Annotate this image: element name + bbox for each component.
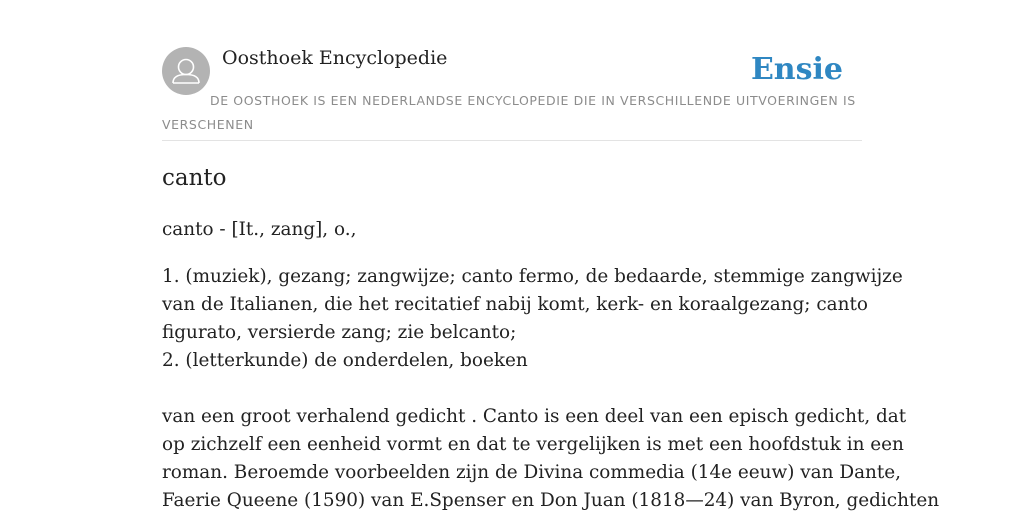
avatar[interactable] xyxy=(162,47,210,95)
paragraph-gap xyxy=(162,375,862,403)
site-description: DE OOSTHOEK IS EEN NEDERLANDSE ENCYCLOPEDIE DIE IN VERSCHILLENDE UITVOERINGEN IS VERSCHENEN xyxy=(162,93,856,132)
entry-line: 2. (letterkunde) de onderdelen, boeken xyxy=(162,350,528,371)
user-icon xyxy=(162,47,210,95)
site-title[interactable]: Oosthoek Encyclopedie xyxy=(222,47,448,69)
entry-line: figurato, versierde zang; zie belcanto; xyxy=(162,322,517,343)
brand-logo[interactable]: Ensie xyxy=(750,52,843,87)
entry-headword: canto - [It., zang], o., xyxy=(162,219,357,240)
entry-line: van een groot verhalend gedicht . Canto is een deel van een episch gedicht, dat xyxy=(162,406,907,427)
entry-line: Faerie Queene (1590) van E.Spenser en Don Juan (1818—24) van Byron, gedichten xyxy=(162,490,940,511)
content-container xyxy=(162,46,940,511)
site-header xyxy=(162,46,862,141)
entry-title: canto xyxy=(162,165,227,191)
entry-line: roman. Beroemde voorbeelden zijn de Divina commedia (14e eeuw) van Dante, xyxy=(162,462,901,483)
entry-line: op zichzelf een eenheid vormt en dat te vergelijken is met een hoofdstuk in een xyxy=(162,434,904,455)
entry-body xyxy=(162,263,940,512)
entry-line: 1. (muziek), gezang; zangwijze; canto fermo, de bedaarde, stemmige zangwijze xyxy=(162,266,903,287)
entry-line: van de Italianen, die het recitatief nabij komt, kerk- en koraalgezang; canto xyxy=(162,294,868,315)
